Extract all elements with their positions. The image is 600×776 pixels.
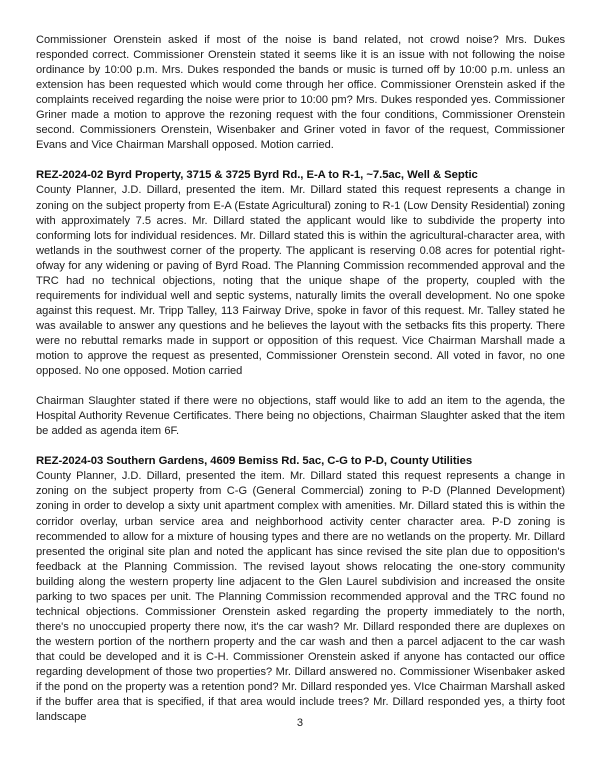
document-body bbox=[36, 33, 565, 725]
paragraph-southern-gardens-discussion: County Planner, J.D. Dillard, presented the item. Mr. Dillard stated this request represents a change in zoning on the subject property from C-G (General Commercial) zoning to P-D (Planned Development) zoning in order to develop a sixty unit apartment complex with amenities. Mr. Dillard stated this is within the corridor overlay, urban service area and neighborhood activity center character area. P-D zoning is recommended to allow for a mixture of housing types and there are no wetlands on the property. Mr. Dillard presented the original site plan and noted the applicant has since revised the site plan due to opposition's feedback at the Planning Commission. The revised layout shows relocating the one-story community building along the western property line adjacent to the Glen Laurel subdivision and increased the onsite parking to two spaces per unit. The Planning Commission recommended approval and the TRC found no technical objections. Commissioner Orenstein asked regarding the property immediately to the north, there's no unoccupied property there now, it's the car wash? Mr. Dillard responded there are duplexes on the western portion of the northern property and the car wash and then a parcel adjacent to the car wash that could be developed and it is C-H. Commissioner Orenstein asked if anyone has contacted our office regarding development of those two properties? Mr. Dillard answered no. Commissioner Wisenbaker asked if the pond on the property was a retention pond? Mr. Dillard responded yes. VIce Chairman Marshall asked if the buffer area that is specified, if that area would include trees? Mr. Dillard responded yes, a thirty foot landscape bbox=[36, 470, 565, 724]
spacer-before-hospital-authority-paragraph bbox=[36, 379, 565, 394]
paragraph-byrd-property-discussion: County Planner, J.D. Dillard, presented the item. Mr. Dillard stated this request represents a change in zoning on the subject property from E-A (Estate Agricultural) zoning to R-1 (Low Density Residential) zoning with approximately 7.5 acres. Mr. Dillard stated the applicant would like to subdivide the property into conforming lots for individual residences. Mr. Dillard stated this is within the agricultural-character area, with wetlands in the southwest corner of the property. The applicant is reserving 0.08 acres for potential right-ofway for any widening or paving of Byrd Road. The Planning Commission recommended approval and the TRC had no technical objections, noting that the unique shape of the property, coupled with the requirements for individual well and septic systems, naturally limits the overall development. No one spoke against this request. Mr. Tripp Talley, 113 Fairway Drive, spoke in favor of this request. Mr. Talley stated he was available to answer any questions and he believes the layout with the setbacks fits this property. There were no rebuttal remarks made in support or opposition of this request. Vice Chairman Marshall made a motion to approve the request as presented, Commissioner Orenstein second. All voted in favor, no one opposed. No one opposed. Motion carried bbox=[36, 184, 565, 378]
heading-rez-2024-03-southern-gardens: REZ-2024-03 Southern Gardens, 4609 Bemiss Rd. 5ac, C-G to P-D, County Utilities bbox=[36, 455, 473, 468]
paragraph-hospital-authority-agenda-item: Chairman Slaughter stated if there were no objections, staff would like to add an item to the agenda, the Hospital Authority Revenue Certificates. There being no objections, Chairman Slaughter asked that the item be added as agenda item 6F. bbox=[36, 395, 565, 438]
heading-rez-2024-02-byrd-property: REZ-2024-02 Byrd Property, 3715 & 3725 Byrd Rd., E-A to R-1, ~7.5ac, Well & Septic bbox=[36, 169, 478, 182]
spacer-before-southern-gardens-heading bbox=[36, 439, 565, 454]
spacer-before-byrd-heading bbox=[36, 153, 565, 168]
page-number: 3 bbox=[296, 717, 304, 729]
paragraph-noise-discussion: Commissioner Orenstein asked if most of the noise is band related, not crowd noise? Mrs. Dukes responded correct. Commissioner Orenstein stated it seems like it is an issue with not following the noise ordinance by 10:00 p.m. Mrs. Dukes responded the bands or music is turned off by 10:00 p.m. unless an extension has been requested which would come through her office. Commissioner Orenstein asked if the complaints received regarding the noise were prior to 10:00 pm? Mrs. Dukes responded yes. Commissioner Griner made a motion to approve the rezoning request with the four conditions, Commissioner Orenstein second. Commissioners Orenstein, Wisenbaker and Griner voted in favor of the request, Commissioner Evans and Vice Chairman Marshall opposed. Motion carried. bbox=[36, 34, 565, 152]
